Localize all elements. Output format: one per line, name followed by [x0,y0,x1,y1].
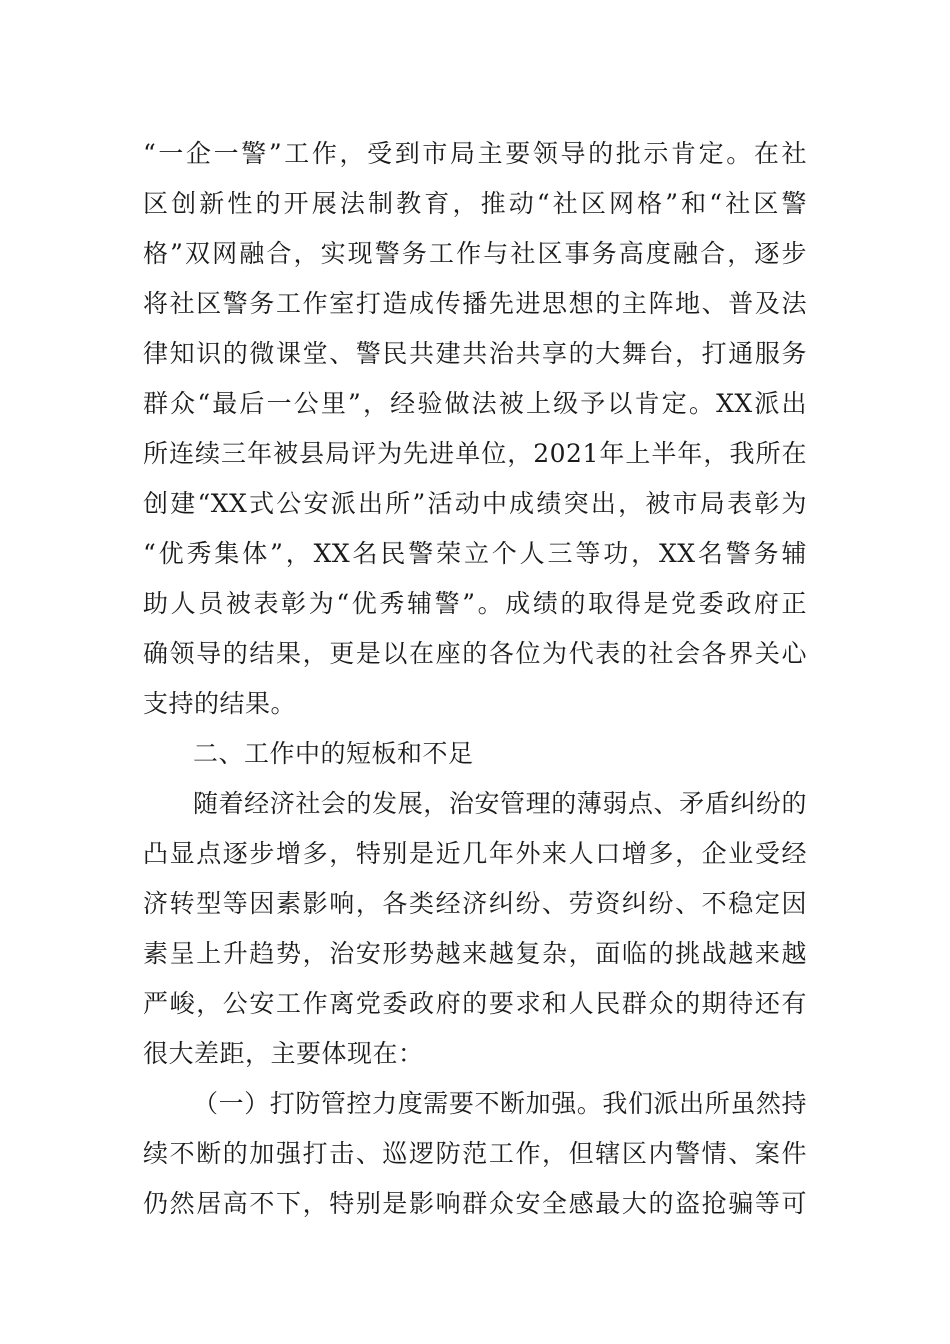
text-line: 续不断的加强打击、巡逻防范工作，但辖区内警情、案件 [143,1139,807,1168]
text-line: 律知识的微课堂、警民共建共治共享的大舞台，打通服务 [143,339,807,368]
text-line: 确领导的结果，更是以在座的各位为代表的社会各界关心 [143,639,807,668]
text-line: 济转型等因素影响，各类经济纠纷、劳资纠纷、不稳定因 [143,889,807,918]
text-line: “优秀集体”，XX名民警荣立个人三等功，XX名警务辅 [143,539,807,568]
text-line: 将社区警务工作室打造成传播先进思想的主阵地、普及法 [143,289,807,318]
text-line: 支持的结果。 [143,689,297,718]
subsection-heading: （一）打防管控力度需要不断加强。我们派出所虽然持 [193,1089,807,1118]
text-line: 格”双网融合，实现警务工作与社区事务高度融合，逐步 [143,239,807,268]
text-line: 助人员被表彰为“优秀辅警”。成绩的取得是党委政府正 [143,589,807,618]
text-line: 很大差距，主要体现在： [143,1039,424,1068]
text-line: 随着经济社会的发展，治安管理的薄弱点、矛盾纠纷的 [193,789,807,818]
text-line: 区创新性的开展法制教育，推动“社区网格”和“社区警 [143,189,807,218]
text-line: “一企一警”工作，受到市局主要领导的批示肯定。在社 [143,139,807,168]
text-line: 仍然居高不下，特别是影响群众安全感最大的盗抢骗等可 [143,1189,807,1218]
section-heading: 二、工作中的短板和不足 [193,739,474,768]
text-line: 所连续三年被县局评为先进单位，2021年上半年，我所在 [143,439,807,468]
text-line: 严峻，公安工作离党委政府的要求和人民群众的期待还有 [143,989,807,1018]
text-line: 素呈上升趋势，治安形势越来越复杂，面临的挑战越来越 [143,939,807,968]
text-line: 凸显点逐步增多，特别是近几年外来人口增多，企业受经 [143,839,807,868]
text-line: 群众“最后一公里”，经验做法被上级予以肯定。XX派出 [143,389,807,418]
text-line: 创建“XX式公安派出所”活动中成绩突出，被市局表彰为 [143,489,807,518]
